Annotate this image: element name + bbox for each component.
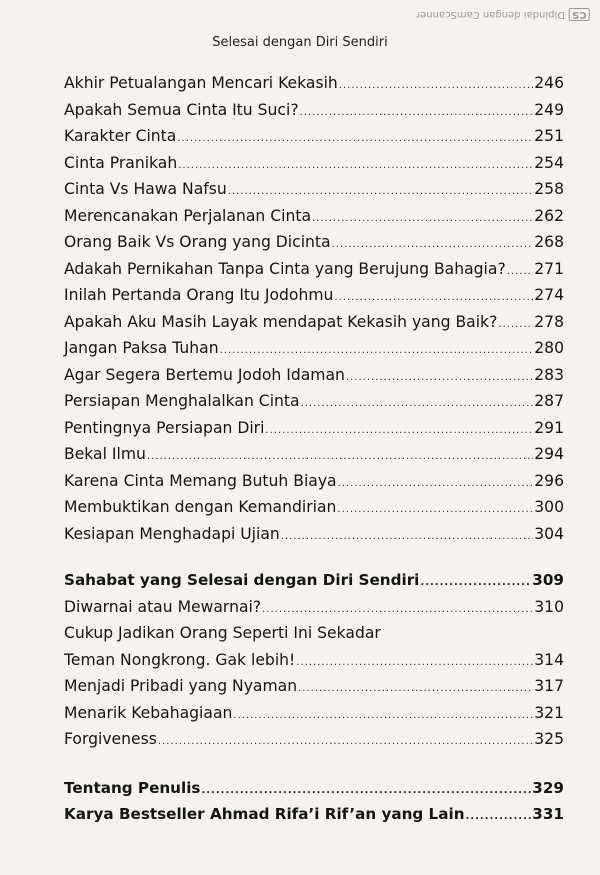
toc-entry [64,441,564,468]
toc-leader [466,801,532,831]
toc-entry [64,594,564,621]
toc-entry-title: Cinta Vs Hawa Nafsu [64,180,227,198]
toc-entry-title: Menjadi Pribadi yang Nyaman [64,677,298,695]
toc-entry-page: 278 [534,312,564,331]
toc-entry [64,203,564,230]
toc-entry-title: Jangan Paksa Tuhan [64,339,219,357]
toc-entry [64,176,564,203]
table-of-contents [64,70,564,828]
toc-entry-page: 249 [534,100,564,119]
toc-entry-page: 262 [534,206,564,225]
toc-entry-title: Menarik Kebahagiaan [64,703,233,722]
toc-leader [228,176,533,206]
toc-entry [64,521,564,548]
running-header: Selesai dengan Diri Sendiri [212,35,388,50]
toc-leader [177,123,533,153]
toc-leader [420,567,531,597]
toc-leader [332,229,534,259]
toc-entry-page: 304 [534,524,564,543]
toc-entry-title: Apakah Aku Masih Layak mendapat Kekasih yang Baik? [64,312,498,331]
section-gap [64,753,564,775]
toc-entry [64,282,564,309]
toc-entry-page: 300 [534,498,564,516]
toc-leader [262,594,533,624]
toc-entry-title: Kesiapan Menghadapi Ujian [64,524,280,543]
toc-leader [233,700,533,730]
toc-entry-title: Diwarnai atau Mewarnai? [64,597,262,616]
toc-section-page: 331 [532,805,564,823]
toc-entry-page: 268 [534,233,564,251]
toc-entry-page: 271 [534,259,564,278]
toc-entry-first-line [64,620,564,647]
toc-leader [178,150,533,180]
toc-leader [507,256,534,286]
toc-leader [338,468,534,498]
watermark-text: Dipindai dengan CamScanner [416,9,566,20]
toc-leader [296,647,533,677]
toc-entry-title: Adakah Pernikahan Tanpa Cinta yang Berujung Bahagia? [64,259,506,278]
toc-leader [339,70,533,100]
toc-entry [64,150,564,177]
toc-entry [64,229,564,256]
toc-entry-page: 321 [534,703,564,722]
toc-entry-page: 294 [534,445,564,463]
toc-entry [64,726,564,753]
toc-entry [64,494,564,521]
toc-entry-page: 291 [534,418,564,437]
toc-entry-title: Apakah Semua Cinta Itu Suci? [64,100,299,119]
scanner-watermark [416,8,590,21]
toc-leader [312,203,533,233]
toc-entry-title: Merencanakan Perjalanan Cinta [64,206,311,225]
toc-leader [158,726,533,756]
toc-leader [201,775,531,805]
toc-leader [334,282,533,312]
toc-entry [64,70,564,97]
toc-entry [64,97,564,124]
toc-entry-page: 251 [534,127,564,145]
toc-entry-title: Pentingnya Persiapan Diri [64,418,265,437]
toc-entry-title: Akhir Petualangan Mencari Kekasih [64,74,338,92]
toc-section-page: 329 [532,778,564,797]
toc-leader [300,97,534,127]
watermark-badge: CS [569,8,590,21]
toc-entry [64,309,564,336]
toc-leader [265,415,533,445]
toc-entry-second-line [64,647,564,674]
toc-entry-page: 296 [534,471,564,490]
toc-entry-title: Cukup Jadikan Orang Seperti Ini Sekadar [64,624,381,642]
toc-section-heading [64,567,564,594]
toc-section-title: Tentang Penulis [64,778,201,797]
toc-leader [498,309,533,339]
toc-leader [147,441,533,471]
toc-leader [220,335,534,365]
toc-leader [298,673,533,703]
toc-entry [64,673,564,700]
toc-entry-title: Karena Cinta Memang Butuh Biaya [64,471,337,490]
toc-entry-title: Agar Segera Bertemu Jodoh Idaman [64,365,345,384]
toc-entry-page: 254 [534,153,564,172]
toc-entry [64,335,564,362]
toc-leader [281,521,533,551]
toc-leader [346,362,533,392]
toc-entry-page: 287 [534,392,564,410]
section-gap [64,547,564,567]
toc-entry [64,256,564,283]
toc-entry-page: 310 [534,597,564,616]
toc-entry-page: 258 [534,180,564,198]
toc-section-page: 309 [532,571,564,589]
toc-entry [64,388,564,415]
toc-entry-title: Karakter Cinta [64,127,177,145]
toc-entry-page: 246 [534,74,564,92]
toc-entry-title-continued: Teman Nongkrong. Gak lebih! [64,650,296,669]
toc-entry-page: 325 [534,730,564,748]
toc-entry [64,362,564,389]
toc-entry-title: Persiapan Menghalalkan Cinta [64,392,300,410]
toc-entry-title: Forgiveness [64,730,157,748]
toc-section-title: Sahabat yang Selesai dengan Diri Sendiri [64,571,420,589]
toc-entry-title: Inilah Pertanda Orang Itu Jodohmu [64,286,334,304]
toc-entry-page: 274 [534,286,564,304]
toc-entry-title: Cinta Pranikah [64,153,178,172]
toc-leader [301,388,534,418]
toc-entry [64,123,564,150]
toc-entry-title: Bekal Ilmu [64,445,146,463]
toc-entry [64,700,564,727]
toc-entry-title: Orang Baik Vs Orang yang Dicinta [64,233,331,251]
toc-entry [64,468,564,495]
toc-entry-page: 317 [534,677,564,695]
toc-entry-title: Membuktikan dengan Kemandirian [64,498,337,516]
toc-entry-page: 314 [534,650,564,669]
toc-entry-page: 283 [534,365,564,384]
toc-section-heading [64,801,564,828]
toc-entry [64,415,564,442]
toc-leader [337,494,533,524]
toc-entry-page: 280 [534,339,564,357]
toc-section-heading [64,775,564,802]
toc-section-title: Karya Bestseller Ahmad Rifa’i Rif’an yang Lain [64,805,465,823]
